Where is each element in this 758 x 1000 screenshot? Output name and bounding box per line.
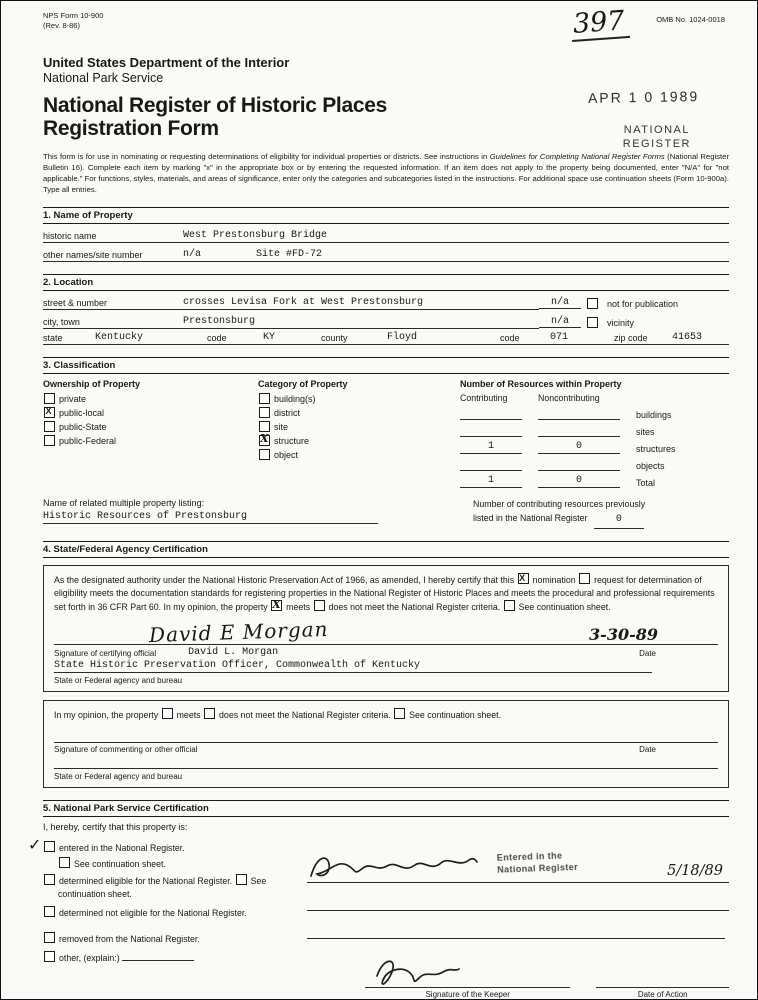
keeper-signature-row <box>365 963 729 999</box>
ownership-public-state-label: public-State <box>59 421 107 432</box>
ownership-private-label: private <box>59 393 87 404</box>
state-label: state <box>43 333 63 344</box>
certifying-official-typed-name: David L. Morgan <box>188 647 279 659</box>
other-checkbox <box>44 951 55 962</box>
see-continuation2-label: See continuation sheet. <box>409 710 502 721</box>
does-not-meet-label: does not meet the National Register criteria. <box>328 601 501 612</box>
certifying-official-box <box>43 565 729 693</box>
date-of-action-line <box>596 963 729 988</box>
national-register-stamp <box>623 123 691 152</box>
category-object-label: object <box>274 449 299 460</box>
category-structure-checkbox <box>259 435 270 446</box>
not-for-publication-label: not for publication <box>607 299 679 310</box>
category-title: Category of Property <box>258 379 348 390</box>
structures-label: structures <box>636 444 676 455</box>
nomination-label: nomination <box>532 574 576 585</box>
buildings-label: buildings <box>636 410 672 421</box>
certifying-official-signature: David E Morgan <box>148 617 329 648</box>
ownership-column <box>43 379 258 488</box>
does-not-meet2-label: does not meet the National Register criteria. <box>219 710 391 721</box>
contributing-structures: 1 <box>460 441 522 454</box>
section-1-heading: 1. Name of Property <box>43 207 729 224</box>
ownership-public-federal-label: public-Federal <box>59 435 117 446</box>
not-for-publication-checkbox <box>587 298 598 309</box>
ownership-title: Ownership of Property <box>43 379 141 390</box>
action-date-handwritten: 5/18/89 <box>667 863 723 880</box>
opinion2-intro-text: In my opinion, the property <box>54 710 159 721</box>
removed-option <box>43 932 293 946</box>
multiple-property-listing <box>43 498 473 528</box>
meets-checkbox <box>271 600 282 611</box>
vicinity-label: vicinity <box>607 318 635 329</box>
official-title-value: State Historic Preservation Officer, Commonwealth of Kentucky <box>54 658 652 673</box>
contributing-objects <box>460 458 522 471</box>
historic-name-value: West Prestonsburg Bridge <box>183 230 328 242</box>
commenting-signature-line <box>54 722 718 743</box>
vicinity-checkbox <box>587 317 598 328</box>
ownership-public-local-label: public-local <box>59 407 105 418</box>
county-label: county <box>321 333 348 344</box>
keeper-signature-label: Signature of the Keeper <box>425 990 510 1000</box>
previously-listed-label-1: Number of contributing resources previously <box>473 499 646 510</box>
certification-text <box>54 573 718 615</box>
category-district-checkbox <box>259 407 270 418</box>
resources-title: Number of Resources within Property <box>460 379 622 390</box>
other-option <box>43 951 293 965</box>
category-district <box>258 407 460 418</box>
ownership-private <box>43 393 258 404</box>
determined-not-eligible-label: determined not eligible for the National Register. <box>59 907 247 918</box>
category-district-label: district <box>274 407 301 418</box>
category-buildings-checkbox <box>259 393 270 404</box>
keeper-signature-line <box>365 963 570 988</box>
agency-bureau-line <box>54 756 718 769</box>
contributing-total: 1 <box>460 475 522 488</box>
eligible-see-continuation-checkbox <box>236 874 247 885</box>
form-instructions <box>43 152 729 195</box>
category-object-checkbox <box>259 449 270 460</box>
agency-title: National Park Service <box>43 71 164 85</box>
department-title: United States Department of the Interior <box>43 55 290 70</box>
city-town-value: Prestonsburg <box>183 316 256 328</box>
determined-not-eligible-checkbox <box>44 906 55 917</box>
category-site <box>258 421 460 432</box>
entered-label: entered in the National Register. <box>59 843 185 854</box>
date2-label: Date <box>639 745 656 755</box>
other-names-label: other names/site number <box>43 250 143 261</box>
omb-number: OMB No. 1024-0018 <box>656 15 725 24</box>
request-checkbox <box>579 573 590 584</box>
objects-label: objects <box>636 461 665 472</box>
state-code-value: KY <box>263 332 276 344</box>
other-explain-line <box>122 951 194 961</box>
nps-signature <box>307 852 479 887</box>
ownership-public-state-checkbox <box>44 421 55 432</box>
section-5-nps-certification <box>43 800 729 999</box>
date-received-stamp: APR 1 0 1989 <box>587 88 700 106</box>
see-continuation2-checkbox <box>394 708 405 719</box>
opinion-intro-text: In my opinion, the property <box>163 601 268 612</box>
date-of-action-label: Date of Action <box>637 990 688 1000</box>
ownership-public-state <box>43 421 258 432</box>
certifying-signature-date: 3-30-89 <box>589 625 658 645</box>
previously-listed-value: 0 <box>594 512 644 529</box>
ownership-public-local <box>43 407 258 418</box>
instructions-part2: (National Register Bulletin 16). Complete each item by marking "x" in the appropriate box or by entering the requested information. If an item does not apply to the property being documented, enter "N/A" for "not applicable." For functions, styles, materials, and areas of significance, enter only the categories and subcategories listed in the instructions. For additional space use continuation sheets (Form 10-900a). Type all entries. <box>43 152 729 194</box>
see-continuation-checkbox <box>504 600 515 611</box>
street-number-label: street & number <box>43 298 108 309</box>
section-5-heading: 5. National Park Service Certification <box>43 800 729 817</box>
determined-eligible-label: determined eligible for the National Register. <box>59 876 233 887</box>
commenting-official-label: Signature of commenting or other official <box>54 745 198 755</box>
contributing-sites <box>460 424 522 437</box>
ownership-public-federal-checkbox <box>44 435 55 446</box>
date-label: Date <box>639 649 656 659</box>
noncontributing-sites <box>538 424 620 437</box>
entered-continuation <box>43 857 293 869</box>
instructions-part1: This form is for use in nominating or requesting determinations of eligibility for individual properties or districts. See instructions in <box>43 152 490 162</box>
sites-label: sites <box>636 427 655 438</box>
county-code-value: 071 <box>550 332 569 344</box>
stamp-entered-line2: National Register <box>497 862 579 876</box>
city-na-value: n/a <box>539 316 581 328</box>
stamp-entered-line1: Entered in the <box>496 850 563 864</box>
section-4-heading: 4. State/Federal Agency Certification <box>43 541 729 558</box>
ownership-public-local-checkbox <box>44 407 55 418</box>
title-block <box>43 88 729 151</box>
removed-label: removed from the National Register. <box>59 934 200 945</box>
other-names-na: n/a <box>183 249 202 261</box>
category-site-checkbox <box>259 421 270 432</box>
page-title-line2: Registration Form <box>43 116 219 140</box>
county-value: Floyd <box>387 332 418 344</box>
noncontributing-buildings <box>538 407 620 420</box>
eligible-see-continuation-label: See continuation sheet. <box>58 876 267 899</box>
noncontributing-objects <box>538 458 620 471</box>
entered-register-stamp <box>497 849 598 877</box>
noncontributing-structures: 0 <box>538 441 620 454</box>
form-revision: (Rev. 8-86) <box>43 20 80 30</box>
nps-signature-area <box>293 836 729 999</box>
entered-checkbox <box>44 841 55 852</box>
stamp-line-register: REGISTER <box>622 138 691 151</box>
nps-certification-options <box>43 836 293 999</box>
keeper-signature <box>371 956 461 997</box>
noncontributing-total: 0 <box>538 475 620 488</box>
category-structure-label: structure <box>274 435 310 446</box>
state-value: Kentucky <box>95 332 144 344</box>
resources-column <box>460 379 729 488</box>
multiple-listing-value: Historic Resources of Prestonsburg <box>43 511 378 524</box>
site-number-value: Site #FD-72 <box>256 249 323 261</box>
county-code-label: code <box>500 333 520 344</box>
commenting-official-box <box>43 700 729 788</box>
category-site-label: site <box>274 421 289 432</box>
certifying-official-label: Signature of certifying official <box>54 649 157 659</box>
determined-not-eligible-option <box>43 906 293 920</box>
meets2-label: meets <box>176 710 201 721</box>
multiple-listing-label: Name of related multiple property listing: <box>43 498 205 509</box>
meets2-checkbox <box>162 708 173 719</box>
nps-signature-row <box>307 848 729 883</box>
section-3-heading: 3. Classification <box>43 357 729 374</box>
stamp-line-national: NATIONAL <box>623 124 690 136</box>
previously-listed <box>473 498 723 528</box>
other-label: other, (explain:) <box>59 953 120 964</box>
page-title-line1: National Register of Historic Places <box>43 94 387 117</box>
determined-eligible-checkbox <box>44 874 55 885</box>
state-code-label: code <box>207 333 227 344</box>
request-text: request for determination of eligibility meets the documentation standards for registering properties in the National Register of Historic Places and meets the procedural and professional requirements set forth in 36 CFR Part 60. <box>54 574 715 612</box>
form-number: NPS Form 10-900 <box>43 11 104 20</box>
category-column <box>258 379 460 488</box>
noncontributing-header: Noncontributing <box>538 393 600 404</box>
agency-bureau2-label: State or Federal agency and bureau <box>54 772 183 782</box>
determined-eligible-option <box>43 874 293 901</box>
historic-name-label: historic name <box>43 231 97 242</box>
ownership-public-federal <box>43 435 258 446</box>
entered-see-continuation-checkbox <box>59 857 70 868</box>
does-not-meet2-checkbox <box>204 708 215 719</box>
category-buildings-label: building(s) <box>274 393 316 404</box>
entered-see-continuation-label: See continuation sheet. <box>74 859 166 870</box>
contributing-header: Contributing <box>460 393 508 404</box>
nps-certification-intro: I, hereby, certify that this property is: <box>43 822 188 833</box>
category-object <box>258 449 460 460</box>
entered-option <box>43 841 293 855</box>
zip-code-label: zip code <box>614 333 648 344</box>
blank-signature-line-2 <box>307 911 725 939</box>
page-title <box>43 95 513 140</box>
street-na-value: n/a <box>539 297 581 309</box>
contributing-buildings <box>460 407 522 420</box>
category-structure <box>258 435 460 446</box>
section-2-location <box>43 274 729 345</box>
category-buildings <box>258 393 460 404</box>
city-town-label: city, town <box>43 317 80 328</box>
total-label: Total <box>636 478 656 489</box>
cert-intro-text: As the designated authority under the National Historic Preservation Act of 1966, as amended, I hereby certify that this <box>54 574 515 585</box>
see-continuation-label: See continuation sheet. <box>518 601 611 612</box>
does-not-meet-checkbox <box>314 600 325 611</box>
section-2-heading: 2. Location <box>43 274 729 291</box>
nomination-checkbox <box>518 573 529 584</box>
meets-label: meets <box>286 601 311 612</box>
removed-checkbox <box>44 932 55 943</box>
previously-listed-label-2: listed in the National Register <box>473 513 588 524</box>
street-number-value: crosses Levisa Fork at West Prestonsburg <box>183 297 424 309</box>
page-header <box>43 5 729 47</box>
instructions-italic: Guidelines for Completing National Register Forms <box>489 152 665 162</box>
ownership-private-checkbox <box>44 393 55 404</box>
blank-signature-line-1 <box>307 883 729 911</box>
handwritten-page-number: 397 <box>570 5 630 42</box>
section-1-name-of-property <box>43 207 729 262</box>
zip-code-value: 41653 <box>672 332 703 344</box>
section-4-certification <box>43 541 729 789</box>
section-3-classification <box>43 357 729 528</box>
agency-bureau-label: State or Federal agency and bureau <box>54 676 183 686</box>
commenting-opinion-text <box>54 708 718 722</box>
